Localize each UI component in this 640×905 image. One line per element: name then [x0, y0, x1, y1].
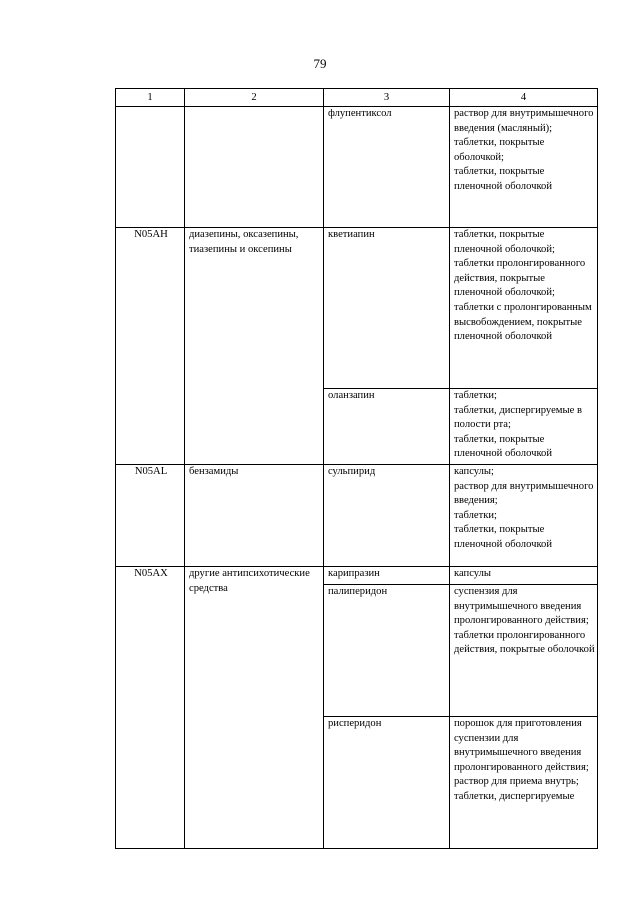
table-row — [116, 228, 598, 389]
table-header-row — [116, 89, 598, 107]
page-number: 79 — [313, 56, 327, 71]
forms-cell — [450, 717, 598, 849]
drug-cell: палиперидон — [324, 585, 450, 717]
form-line: таблетки, покрытые пленочной оболочкой — [454, 433, 553, 460]
table-row — [116, 567, 598, 585]
form-line: порошок для приготовления суспензии для внутримышечного введения пролонгированного действия; — [454, 718, 589, 773]
atc-code-cell: N05AL — [116, 465, 185, 567]
drug-cell: флупентиксол — [324, 107, 450, 228]
forms-cell — [450, 389, 598, 465]
drug-table — [115, 88, 598, 849]
form-line: раствор для внутримышечного введения; — [454, 480, 594, 507]
drug-cell: оланзапин — [324, 389, 450, 465]
group-cell: бензамиды — [185, 465, 324, 567]
form-line: таблетки, покрытые пленочной оболочкой — [454, 166, 553, 192]
atc-code-cell — [116, 107, 185, 228]
column-header: 3 — [324, 89, 450, 107]
form-line: капсулы; — [454, 466, 494, 477]
forms-cell — [450, 465, 598, 567]
atc-code-cell: N05AX — [116, 567, 185, 849]
form-line: таблетки пролонгированного действия, покрытые пленочной оболочкой; — [454, 258, 586, 299]
forms-cell — [450, 228, 598, 389]
form-line: таблетки, покрытые пленочной оболочкой; — [454, 229, 555, 255]
table-row — [116, 107, 598, 228]
forms-cell — [450, 585, 598, 717]
form-line: таблетки, диспергируемые — [454, 790, 575, 802]
form-line: таблетки с пролонгированным высвобождением, покрытые пленочной оболочкой — [454, 301, 592, 343]
form-line: раствор для внутримышечного введения (масляный); — [454, 108, 594, 134]
column-header: 4 — [450, 89, 598, 107]
table-row — [116, 465, 598, 567]
drug-cell: карипразин — [324, 567, 450, 585]
form-line: капсулы — [454, 568, 492, 579]
form-line: раствор для приема внутрь; — [454, 776, 579, 788]
group-cell: диазепины, оксазепины, тиазепины и оксепины — [185, 228, 324, 465]
forms-cell — [450, 567, 598, 585]
form-line: таблетки; — [454, 509, 497, 521]
group-cell — [185, 107, 324, 228]
drug-cell: кветиапин — [324, 228, 450, 389]
group-cell: другие антипсихотические средства — [185, 567, 324, 849]
form-line: таблетки, покрытые пленочной оболочкой — [454, 524, 553, 550]
drug-cell: рисперидон — [324, 717, 450, 849]
forms-cell — [450, 107, 598, 228]
form-line: таблетки, покрытые оболочкой; — [454, 137, 545, 163]
drug-cell: сульпирид — [324, 465, 450, 567]
column-header: 1 — [116, 89, 185, 107]
form-line: суспензия для внутримышечного введения пролонгированного действия; — [454, 586, 589, 627]
form-line: таблетки; — [454, 390, 497, 401]
atc-code-cell: N05AH — [116, 228, 185, 465]
form-line: таблетки пролонгированного действия, покрытые оболочкой — [454, 629, 595, 656]
column-header: 2 — [185, 89, 324, 107]
form-line: таблетки, диспергируемые в полости рта; — [454, 404, 582, 431]
